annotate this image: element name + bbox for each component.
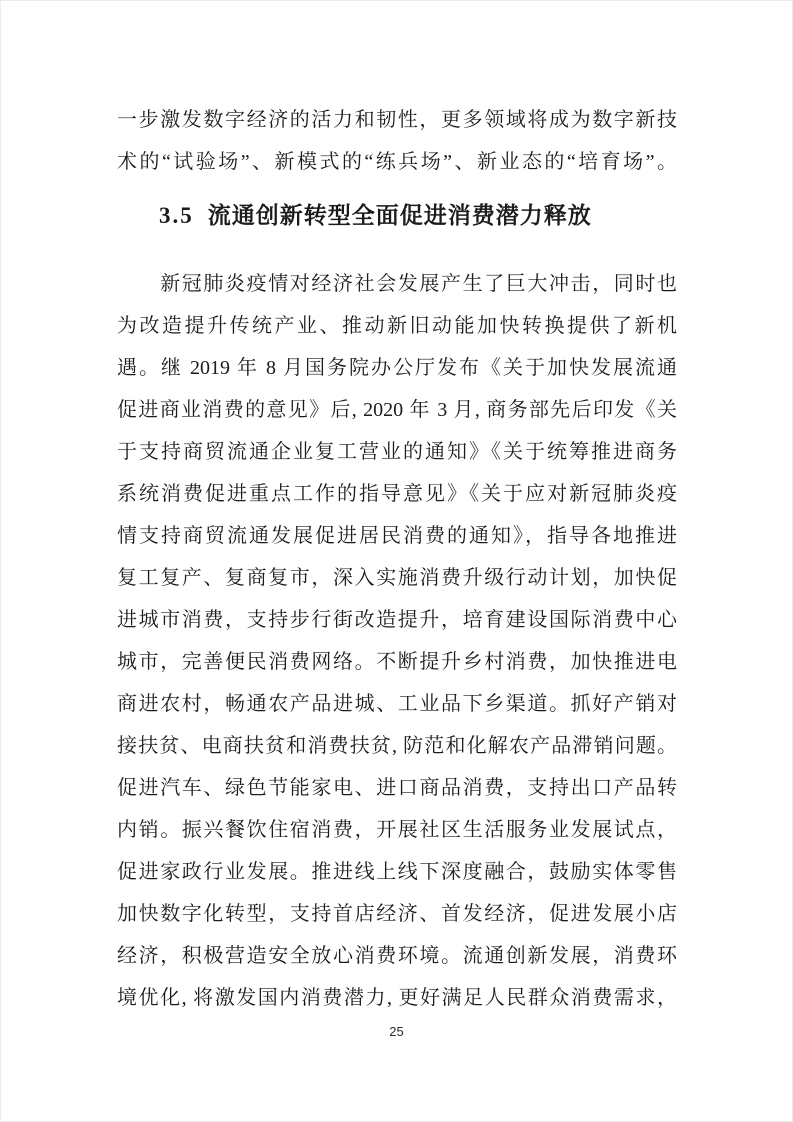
- intro-paragraph: [117, 99, 677, 183]
- section-heading: [159, 194, 592, 238]
- text-line: 遇。继 2019 年 8 月国务院办公厅发布《关于加快发展流通: [117, 357, 677, 379]
- text-line: 于支持商贸流通企业复工营业的通知》《关于统筹推进商务: [117, 441, 677, 463]
- text-line: 情支持商贸流通发展促进居民消费的通知》，指导各地推进: [117, 525, 677, 547]
- text-line: 进城市消费，支持步行街改造提升，培育建设国际消费中心: [117, 609, 677, 631]
- text-line: 境优化, 将激发国内消费潜力, 更好满足人民群众消费需求，: [117, 987, 677, 1009]
- section-heading-title: 流通创新转型全面促进消费潜力释放: [207, 203, 592, 228]
- text-line: 加快数字化转型，支持首店经济、首发经济，促进发展小店: [117, 903, 677, 925]
- section-heading-number: 3.5: [159, 203, 194, 228]
- text-line: 系统消费促进重点工作的指导意见》《关于应对新冠肺炎疫: [117, 483, 677, 505]
- text-line: 促进商业消费的意见》后, 2020 年 3 月, 商务部先后印发《关: [117, 399, 677, 421]
- body-paragraph: [117, 263, 677, 1019]
- text-line: 内销。振兴餐饮住宿消费，开展社区生活服务业发展试点，: [117, 819, 677, 841]
- text-line: 经济，积极营造安全放心消费环境。流通创新发展，消费环: [117, 945, 677, 967]
- text-line: 为改造提升传统产业、推动新旧动能加快转换提供了新机: [117, 315, 677, 337]
- text-line: 商进农村，畅通农产品进城、工业品下乡渠道。抓好产销对: [117, 693, 677, 715]
- text-line: 复工复产、复商复市，深入实施消费升级行动计划，加快促: [117, 567, 677, 589]
- page-number: 25: [389, 1024, 404, 1039]
- text-line: 接扶贫、电商扶贫和消费扶贫, 防范和化解农产品滞销问题。: [117, 735, 677, 757]
- text-line: 一步激发数字经济的活力和韧性，更多领域将成为数字新技: [117, 109, 677, 131]
- text-line: 新冠肺炎疫情对经济社会发展产生了巨大冲击，同时也: [117, 273, 677, 295]
- text-line: 促进汽车、绿色节能家电、进口商品消费，支持出口产品转: [117, 777, 677, 799]
- text-line: 促进家政行业发展。推进线上线下深度融合，鼓励实体零售: [117, 861, 677, 883]
- text-line: 术的“试验场”、新模式的“练兵场”、新业态的“培育场”。: [117, 151, 677, 173]
- text-line: 城市，完善便民消费网络。不断提升乡村消费，加快推进电: [117, 651, 677, 673]
